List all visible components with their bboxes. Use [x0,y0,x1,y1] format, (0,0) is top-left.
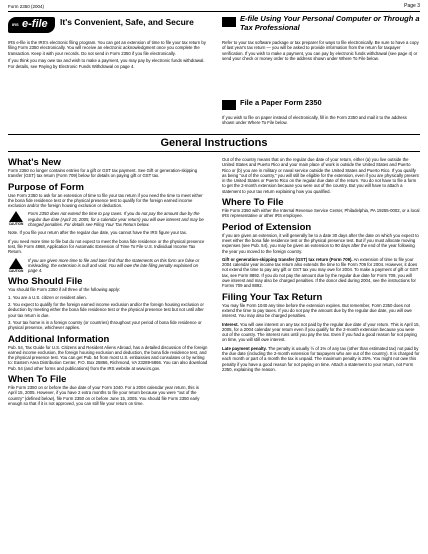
right-column [222,157,420,372]
efile-para-1: IRS e-file is the IRS's electronic filing program. You can get an extension of time to file your tax return by filing Form 2350 electronically. You will receive an electronic acknowledgment once you complete the transaction. Keep it with your records. Do not send in Form 2350 if you file electronically. [8,40,206,56]
gift-paragraph [222,257,420,289]
late-label: Late payment penalty. [222,345,267,351]
page-number [404,3,420,9]
where-text: File Form 2350 with either the Internal Revenue Service Center, Philadelphia, PA 19255-0002, or a local IRS representative or other IRS employee. [222,208,420,219]
efile-logo-prefix: IRS [12,22,19,27]
period-text: If you are given an extension, it will generally be to a date 30 days after the date on which you expect to meet either the bona fide residence test or the physical presence test. But if you must allocate moving expenses (see Pub. 54), you may be given an extension to 90 days after the end of the year following the year you moved to the foreign country. [222,232,419,254]
where-heading: Where To File [222,197,284,209]
caution-text-1: Form 2350 does not extend the time to pay taxes. If you do not pay the amount due by the regular due date (April 15, 2005, for a calendar year return) you will owe interest and may be charged penalties. For details see Filing Your Tax Return below. [28,211,204,228]
caution-block-1 [8,211,208,227]
caution-label: CAUTION [8,222,24,227]
efile-pro-title: E-file Using Your Personal Computer or Through a Tax Professional [240,14,420,32]
paper-title: File a Paper Form 2350 [240,98,322,107]
late-text: The penalty is usually ½ of 1% of any tax (other than estimated tax) not paid by the due date (including the 2-month extension for taxpayers who are out of the country). It is charged for each month or part of a month the tax is unpaid. The maximum penalty is 25%. You might not owe this penalty if you have a good reason for not paying on time. Attach a statement to your return, not Form 2350, explaining the reason. [222,345,420,372]
gift-label: Gift or generation-skipping transfer (GST) tax return (Form 709). [222,256,353,262]
additional-heading: Additional Information [8,333,110,345]
caution-label-2: CAUTION [8,268,24,273]
interest-paragraph [222,322,420,343]
page-label: Page 3 [404,3,420,9]
whats-new-heading: What's New [8,157,61,168]
interest-label: Interest. [222,321,239,327]
caution-block-2 [8,258,208,274]
efile-pro-body: Refer to your tax software package or tax preparer for ways to file electronically. Be sure to have a copy of last year's tax return — you will be asked to provide information from the return for taxpayer verification. If you wish to make a payment, you can pay by electronic funds withdrawal (see page 4) or send your check or money order to the address shown under Where To File below. [222,40,419,61]
header-rule [8,11,420,12]
efile-logo [8,17,55,33]
paper-body: If you wish to file on paper instead of electronically, fill in the Form 2350 and mail it to the address shown under Where To File below. [222,115,407,126]
who-item-2: 2. You expect to qualify for the foreign earned income exclusion and/or the foreign housing exclusion or deduction by meeting either the bona fide residence test or the physical presence test but not until after your tax return is due. [8,302,204,318]
general-rule-bottom [8,151,420,152]
computer-icon [222,17,236,27]
filing-text: You may file Form 1040 any time before the extension expires. But remember, Form 2350 does not extend the time to pay taxes. If you do not pay the amount due by the regular due date, you will owe interest. You may also be charged penalties. [222,302,412,319]
efile-paragraphs [8,40,208,72]
who-heading: Who Should File [8,276,83,288]
caution-icon [8,211,24,227]
caution-text-2: If you are given more time to file and later find that the statements on this form are false or misleading, the extension is null and void. You will owe the late filing penalty explained on page 4. [28,257,200,274]
paper-icon [222,100,236,110]
left-column [8,157,208,406]
whats-new-text: Form 2350 no longer contains entries for a gift or GST tax payment. See Gift or generation-skipping transfer (GST) tax return (Form 709) below for details on paying gift or GST tax. [8,168,198,179]
efile-title: It's Convenient, Safe, and Secure [60,17,194,27]
who-item-3: 3. Your tax home is in a foreign country (or countries) throughout your period of bona fide residence or physical presence, whichever applies. [8,319,202,331]
late-paragraph [222,346,420,372]
additional-text: Pub. 54, Tax Guide for U.S. Citizens and Resident Aliens Abroad, has a detailed discussion of the foreign earned income exclusion, the foreign housing exclusion and deduction, the bona fide residence test, and the physical presence test. You can get Pub. 54 from most U.S. embassies and consulates or by writing to: Eastern Area Distribution Center, P.O. Box 25866, Richmond, VA 23289-5866. You can also download Pub. 54 (and other forms and publications) from the IRS website at www.irs.gov. [8,344,208,371]
note-text: Note. If you file your return after the regular due date, you cannot have the IRS figure your tax. [8,230,188,236]
form-id: Form 2350 (2004) [8,4,45,9]
interest-text: You will owe interest on any tax not paid by the regular due date of your return. This is April 15, 2005, for a 2004 calendar year return even if you qualify for the 2-month extension because you were out of the country. The interest runs until you pay the tax. Even if you had a good reason for not paying on time, you will still owe interest. [222,321,420,343]
when-heading: When To File [8,374,67,386]
caution-icon-2 [8,258,24,274]
efile-logo-text: e-file [22,18,48,30]
who-item-1: 1. You are a U.S. citizen or resident alien. [8,294,87,300]
para-4868: If you need more time to file but do not expect to meet the bona fide residence or the physical presence test, file Form 4868, Application for Automatic Extension of Time To File U.S. Individual Income Tax Return. [8,238,205,255]
efile-para-2: If you think you may owe tax and wish to make a payment, you may pay by electronic funds withdrawal. For details, see Paying by Electronic Funds Withdrawal on page 4. [8,58,205,69]
filing-heading: Filing Your Tax Return [222,291,323,303]
out-of-country-text: Out of the country means that on the regular due date of your return, either (a) you live outside the United States and Puerto Rico and your main place of work is outside the United States and Puerto Rico or (b) you are in military or naval service outside the United States and Puerto Rico. If you qualify as being "out of the country," you will still be eligible for the extension, even if you are physically present in the United States or Puerto Rico on the regular due date of the return. You do not have to file a form to get the 2-month extension because you were out of the country. But you will have to attach a statement to your tax return explaining how you qualified. [222,157,419,194]
when-text: File Form 2350 on or before the due date of your Form 1040. For a 2004 calendar year return, this is April 15, 2005. However, if you have 2 extra months to file your return because you were "out of the country" (defined below), file Form 2350 on or before June 15, 2005. You should file Form 2350 early enough so that if it is not approved, you can still file your return on time. [8,385,200,406]
purpose-text: Use Form 2350 to ask for an extension of time to file your tax return if you need the time to meet either the bona fide residence test or the physical presence test to qualify for the foreign earned income exclusion and/or the foreign housing exclusion or deduction. [8,192,203,209]
gift-text: An extension of time to file your 2004 calendar year income tax return also extends the time to file Form 709 for 2004. However, it does not extend the time to pay any gift or GST tax you may owe for 2004. To make a payment of gift or GST tax, see Form 8892. If you do not pay the amount due by the regular due date for Form 709, you will owe interest and may also be charged penalties. If the donor died during 2004, see the instructions for Forms 709 and 8892. [222,256,419,289]
general-instructions-title: General Instructions [160,137,268,149]
period-heading: Period of Extension [222,221,312,233]
general-rule-top [8,134,420,135]
purpose-heading: Purpose of Form [8,181,85,193]
who-intro: You should file Form 2350 if all three of the following apply: [8,287,121,293]
